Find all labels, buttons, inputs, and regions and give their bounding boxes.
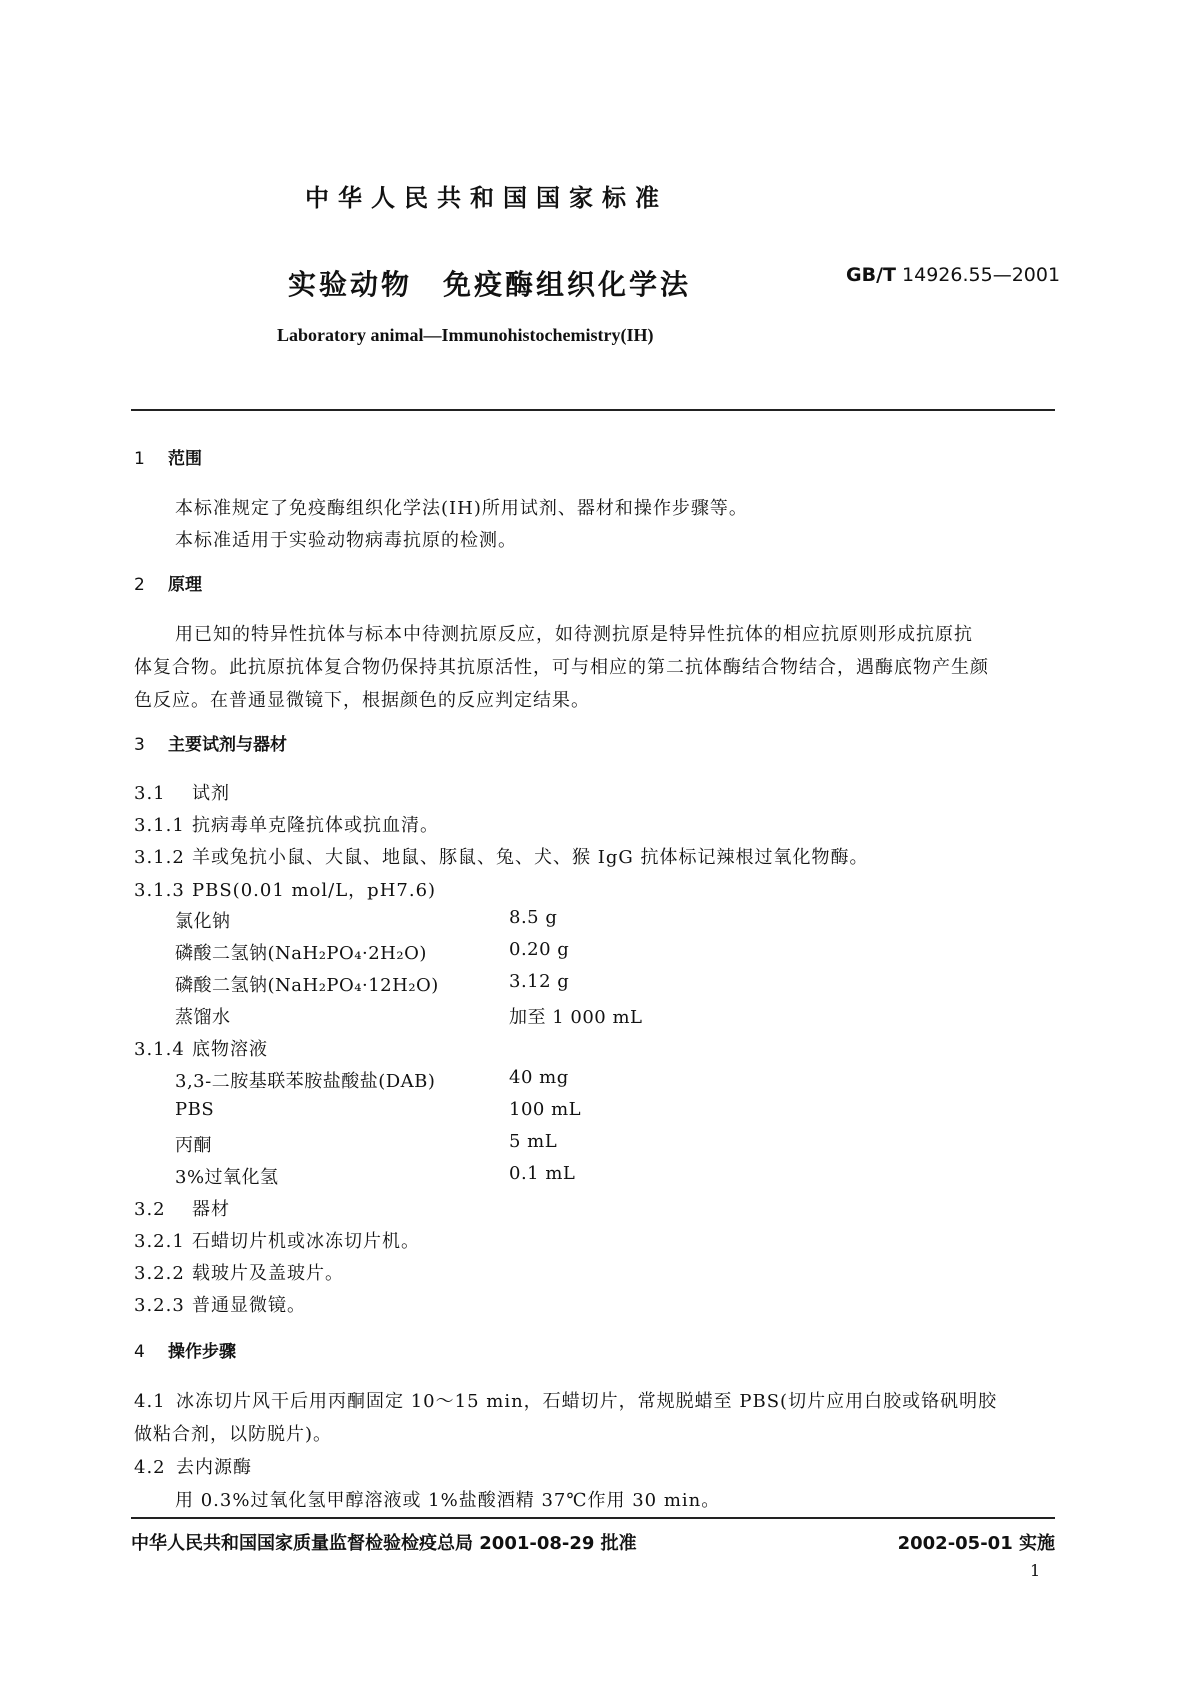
section-number: 1 bbox=[134, 449, 145, 469]
clause-text: PBS(0.01 mol/L，pH7.6) bbox=[192, 880, 437, 901]
header-divider bbox=[131, 409, 1055, 411]
section-1-heading bbox=[134, 444, 202, 469]
clause-3-1-3 bbox=[134, 876, 436, 902]
reagent-amount: 3.12 g bbox=[509, 971, 570, 992]
scope-paragraph-2: 本标准适用于实验动物病毒抗原的检测。 bbox=[175, 530, 517, 551]
clause-text: 石蜡切片机或冰冻切片机。 bbox=[192, 1231, 420, 1252]
pbs-row bbox=[175, 1003, 643, 1029]
section-number: 3 bbox=[134, 735, 145, 755]
reagent-name: 3%过氧化氢 bbox=[175, 1167, 279, 1188]
clause-4-1 bbox=[134, 1387, 997, 1413]
implementation-date: 2002-05-01 实施 bbox=[897, 1533, 1055, 1554]
document-title-cn: 实验动物 免疫酶组织化学法 bbox=[288, 268, 692, 301]
clause-number: 3.2.1 bbox=[134, 1231, 185, 1252]
principle-line-1: 用已知的特异性抗体与标本中待测抗原反应，如待测抗原是特异性抗体的相应抗原则形成抗原抗 bbox=[175, 624, 973, 645]
clause-3-1-4 bbox=[134, 1035, 268, 1061]
reagent-name: 蒸馏水 bbox=[175, 1007, 231, 1028]
clause-3-1-2 bbox=[134, 843, 868, 869]
reagent-amount: 0.1 mL bbox=[509, 1163, 576, 1184]
section-number: 2 bbox=[134, 575, 145, 595]
clause-number: 4.2 bbox=[134, 1457, 166, 1478]
clause-number: 3.2 bbox=[134, 1199, 166, 1220]
section-3-heading bbox=[134, 730, 287, 755]
footer-divider bbox=[131, 1517, 1055, 1519]
clause-number: 3.1 bbox=[134, 783, 166, 804]
approval-statement: 中华人民共和国国家质量监督检验检疫总局 2001-08-29 批准 bbox=[131, 1533, 637, 1554]
clause-3-2-1 bbox=[134, 1227, 420, 1253]
substrate-row bbox=[175, 1131, 558, 1157]
substrate-row bbox=[175, 1099, 582, 1120]
clause-number: 3.2.2 bbox=[134, 1263, 185, 1284]
clause-number: 3.1.2 bbox=[134, 847, 185, 868]
standard-number bbox=[846, 264, 1060, 286]
pbs-row bbox=[175, 971, 570, 997]
reagent-amount: 8.5 g bbox=[509, 907, 558, 928]
substrate-row bbox=[175, 1163, 576, 1189]
clause-number: 3.1.4 bbox=[134, 1039, 185, 1060]
substrate-row bbox=[175, 1067, 569, 1093]
clause-3-2-3 bbox=[134, 1291, 306, 1317]
reagent-name: 磷酸二氢钠(NaH₂PO₄·12H₂O) bbox=[175, 975, 439, 996]
pbs-row bbox=[175, 939, 570, 965]
standard-prefix: GB/T bbox=[846, 264, 896, 286]
clause-text: 器材 bbox=[192, 1199, 230, 1220]
principle-line-3: 色反应。在普通显微镜下，根据颜色的反应判定结果。 bbox=[134, 690, 590, 711]
clause-number: 3.1.1 bbox=[134, 815, 185, 836]
section-title: 原理 bbox=[168, 575, 202, 595]
clause-3-2-2 bbox=[134, 1259, 344, 1285]
clause-3-1-1 bbox=[134, 811, 439, 837]
scope-paragraph-1: 本标准规定了免疫酶组织化学法(IH)所用试剂、器材和操作步骤等。 bbox=[175, 498, 748, 519]
clause-text: 抗病毒单克隆抗体或抗血清。 bbox=[192, 815, 439, 836]
clause-text: 底物溶液 bbox=[192, 1039, 268, 1060]
section-4-heading bbox=[134, 1337, 236, 1362]
clause-text: 去内源酶 bbox=[176, 1457, 252, 1478]
clause-4-2-body: 用 0.3%过氧化氢甲醇溶液或 1%盐酸酒精 37℃作用 30 min。 bbox=[175, 1490, 721, 1511]
clause-text: 冰冻切片风干后用丙酮固定 10～15 min，石蜡切片，常规脱蜡至 PBS(切片应用白胶或铬矾明胶 bbox=[176, 1391, 998, 1412]
clause-text: 普通显微镜。 bbox=[192, 1295, 306, 1316]
reagent-amount: 0.20 g bbox=[509, 939, 570, 960]
section-title: 操作步骤 bbox=[168, 1342, 236, 1362]
page-number: 1 bbox=[1030, 1561, 1041, 1580]
clause-4-2 bbox=[134, 1453, 252, 1479]
document-title-en: Laboratory animal—Immunohistochemistry(IH) bbox=[277, 325, 654, 345]
subsection-3-1 bbox=[134, 779, 230, 805]
clause-text: 羊或兔抗小鼠、大鼠、地鼠、豚鼠、兔、犬、猴 IgG 抗体标记辣根过氧化物酶。 bbox=[192, 847, 869, 868]
reagent-amount: 100 mL bbox=[509, 1099, 582, 1120]
clause-4-1-continued: 做粘合剂，以防脱片)。 bbox=[134, 1424, 333, 1445]
reagent-name: 氯化钠 bbox=[175, 911, 231, 932]
section-2-heading bbox=[134, 570, 202, 595]
national-standard-heading: 中华人民共和国国家标准 bbox=[305, 184, 668, 212]
section-title: 主要试剂与器材 bbox=[168, 735, 287, 755]
reagent-name: 磷酸二氢钠(NaH₂PO₄·2H₂O) bbox=[175, 943, 427, 964]
principle-line-2: 体复合物。此抗原抗体复合物仍保持其抗原活性，可与相应的第二抗体酶结合物结合，遇酶底物产生颜 bbox=[134, 657, 989, 678]
reagent-amount: 加至 1 000 mL bbox=[509, 1007, 643, 1028]
standard-code: 14926.55—2001 bbox=[902, 264, 1061, 286]
subsection-3-2 bbox=[134, 1195, 230, 1221]
reagent-name: 丙酮 bbox=[175, 1135, 212, 1156]
reagent-name: 3,3-二胺基联苯胺盐酸盐(DAB) bbox=[175, 1071, 436, 1092]
clause-text: 载玻片及盖玻片。 bbox=[192, 1263, 344, 1284]
pbs-row bbox=[175, 907, 558, 933]
section-number: 4 bbox=[134, 1342, 145, 1362]
reagent-name: PBS bbox=[175, 1099, 215, 1120]
clause-number: 4.1 bbox=[134, 1391, 166, 1412]
reagent-amount: 40 mg bbox=[509, 1067, 569, 1088]
reagent-amount: 5 mL bbox=[509, 1131, 558, 1152]
section-title: 范围 bbox=[168, 449, 202, 469]
clause-text: 试剂 bbox=[192, 783, 230, 804]
clause-number: 3.2.3 bbox=[134, 1295, 185, 1316]
clause-number: 3.1.3 bbox=[134, 880, 185, 901]
